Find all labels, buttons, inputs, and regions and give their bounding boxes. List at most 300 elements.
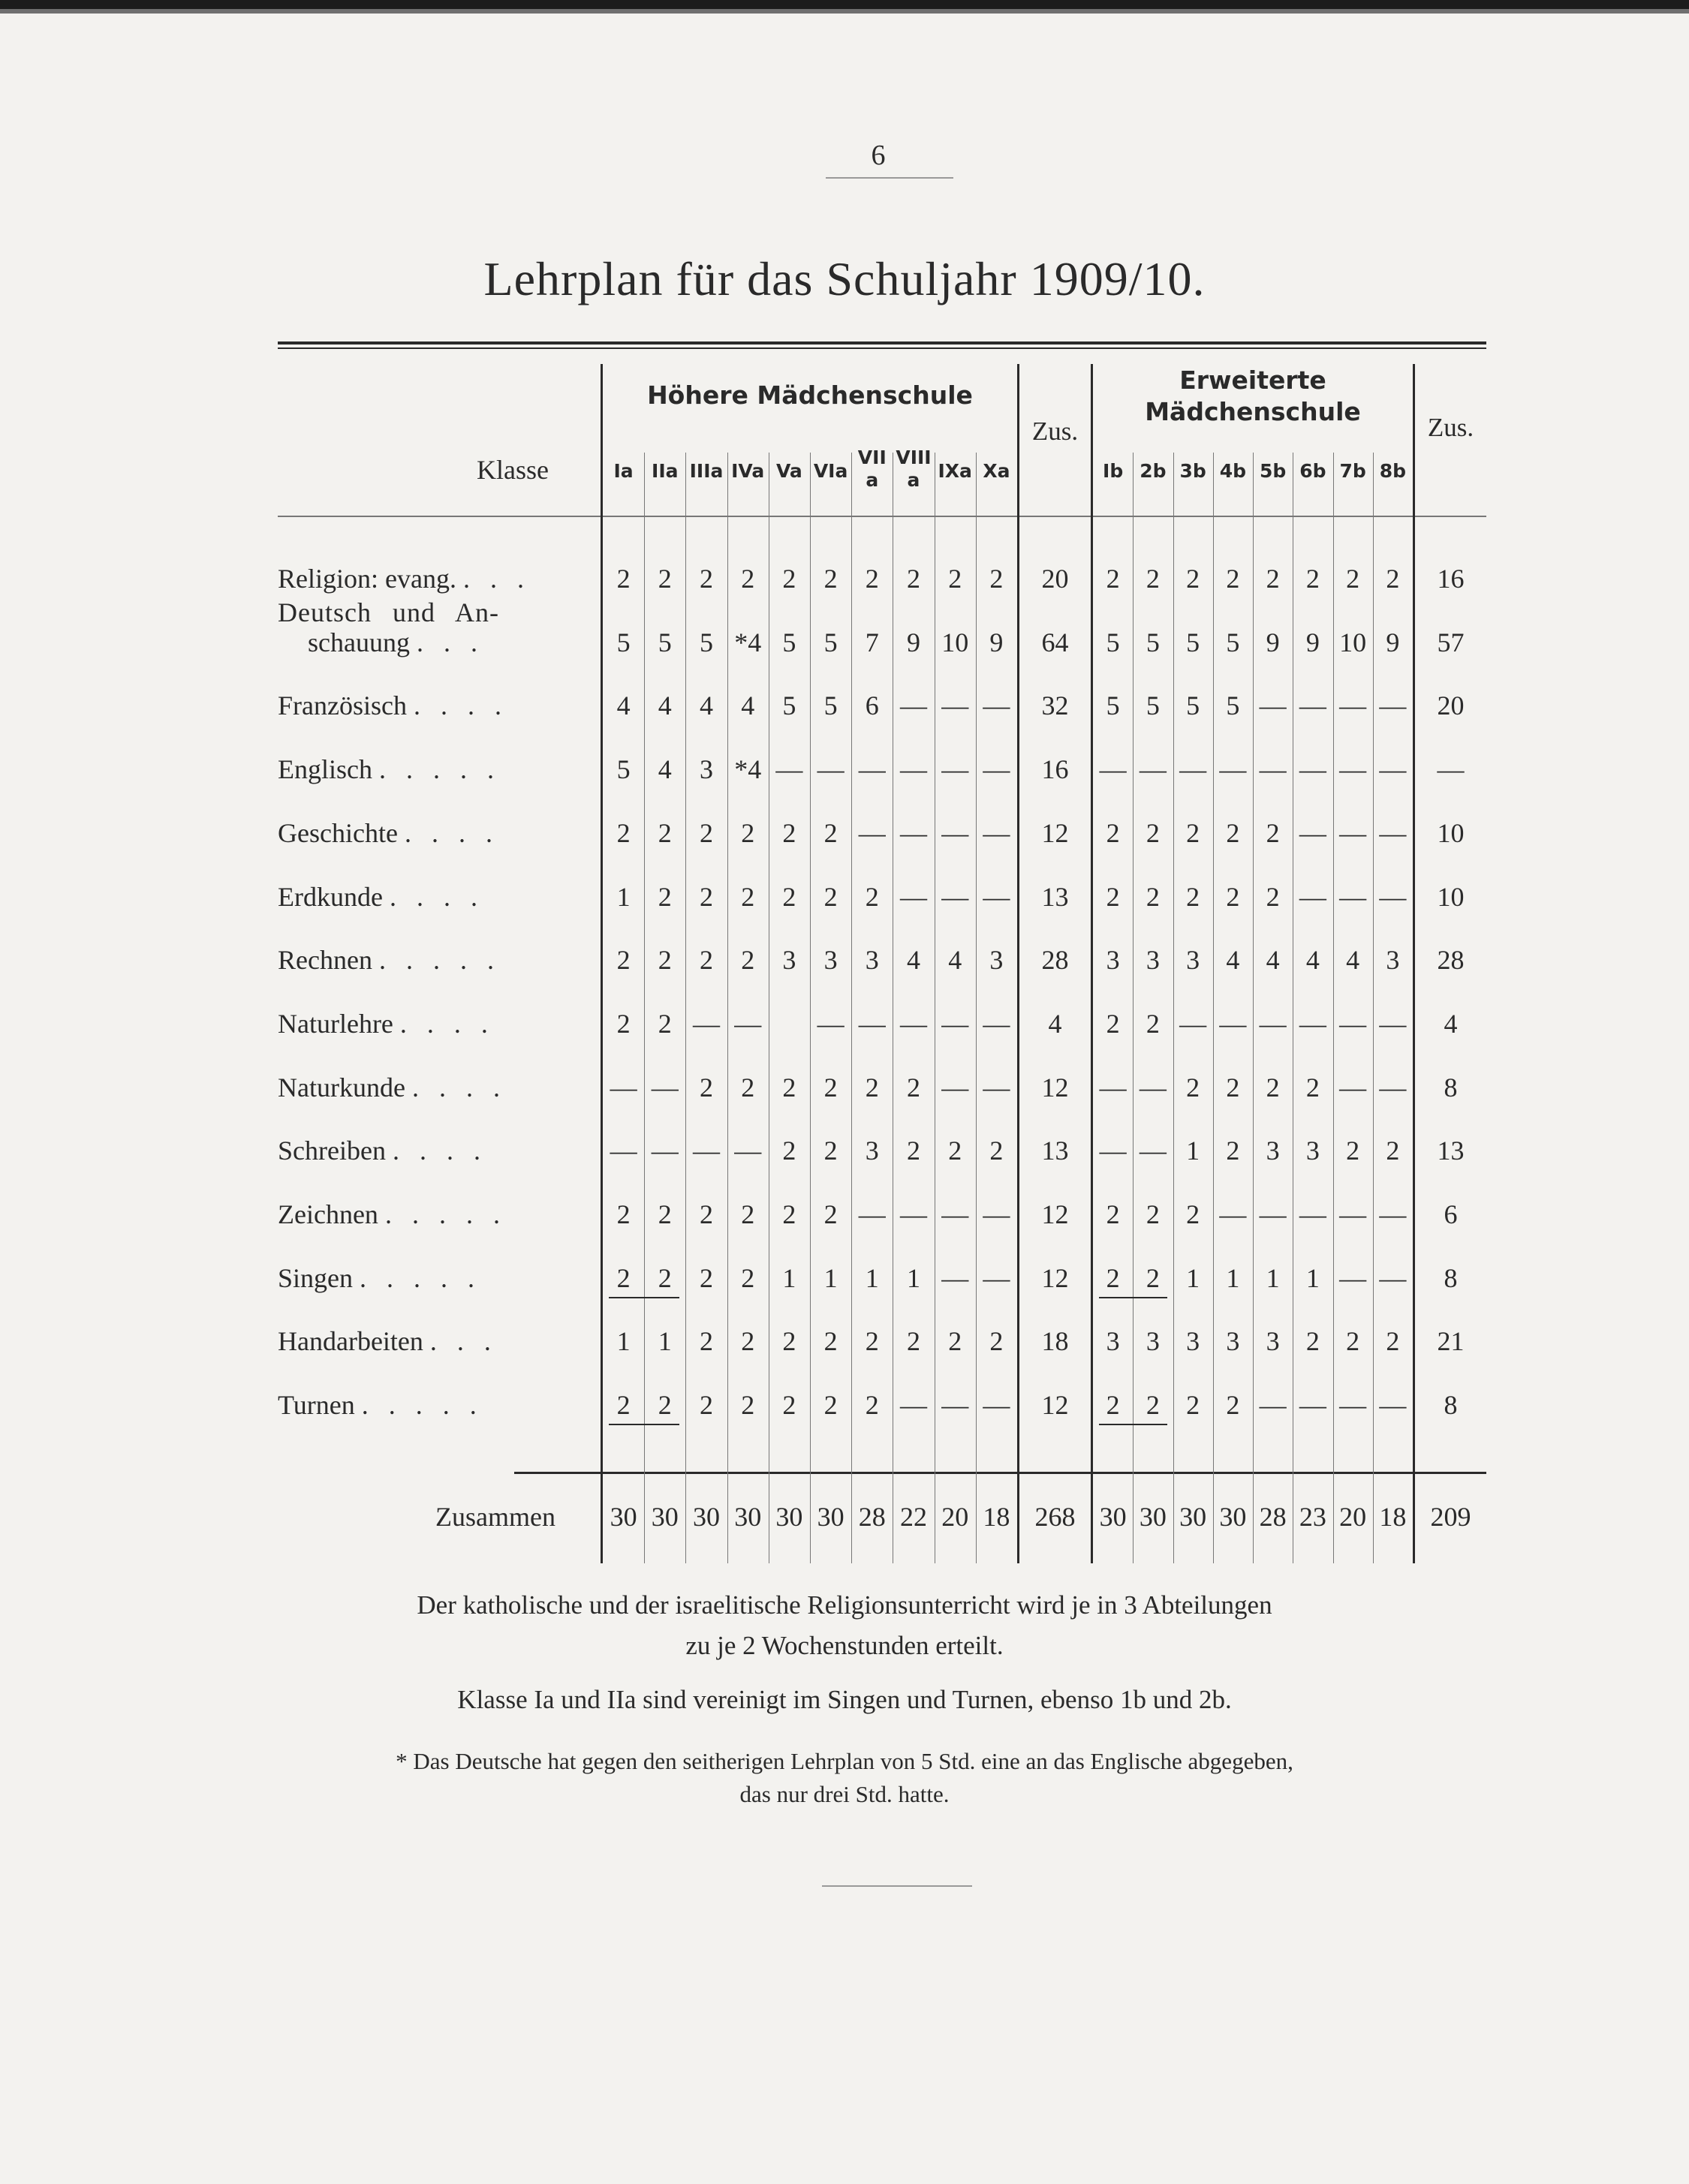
hours-cell: 2 bbox=[616, 817, 631, 848]
footnote-line: das nur drei Std. hatte. bbox=[739, 1781, 950, 1807]
hours-cell: 3 bbox=[699, 754, 713, 785]
column-header: Ia bbox=[613, 460, 634, 482]
hours-cell: 3 bbox=[1186, 945, 1200, 976]
zus-cell: 20 bbox=[1041, 564, 1069, 594]
hours-cell: 2 bbox=[948, 1326, 962, 1357]
hours-cell: 2 bbox=[741, 1390, 755, 1421]
hours-cell: 2 bbox=[699, 1390, 713, 1421]
hours-cell: 2 bbox=[1226, 1390, 1240, 1421]
column-header: Va bbox=[775, 460, 802, 482]
hours-cell: 6 bbox=[865, 690, 879, 721]
hours-cell: — bbox=[941, 881, 969, 912]
totals-cell: 30 bbox=[1219, 1502, 1247, 1532]
totals-zus-cell: 209 bbox=[1430, 1502, 1471, 1532]
totals-cell: 28 bbox=[1259, 1502, 1287, 1532]
hours-cell: 2 bbox=[1226, 564, 1240, 594]
hours-cell: — bbox=[899, 690, 927, 721]
hours-cell: — bbox=[983, 1262, 1010, 1293]
column-header: VIII a bbox=[896, 447, 932, 491]
hours-cell: 2 bbox=[699, 1072, 713, 1103]
hours-cell: — bbox=[899, 881, 927, 912]
hours-cell: 2 bbox=[782, 1072, 796, 1103]
hours-cell: — bbox=[858, 1008, 886, 1039]
hours-cell: 1 bbox=[865, 1262, 879, 1293]
zus-cell: 16 bbox=[1041, 754, 1069, 785]
bottom-rule bbox=[822, 1885, 972, 1887]
hours-cell: — bbox=[1339, 754, 1367, 785]
hours-cell: 4 bbox=[1305, 945, 1320, 976]
hours-cell: 2 bbox=[616, 1008, 631, 1039]
zus-header-1: Zus. bbox=[1031, 417, 1079, 446]
totals-cell: 30 bbox=[1179, 1502, 1207, 1532]
totals-top-rule bbox=[514, 1472, 1486, 1474]
hours-cell: 2 bbox=[1186, 1072, 1200, 1103]
hours-cell: — bbox=[941, 1199, 969, 1229]
hours-cell: 2 bbox=[823, 1072, 838, 1103]
hours-cell: 2 bbox=[658, 817, 672, 848]
hours-cell: — bbox=[983, 690, 1010, 721]
subject-label: Turnen . . . . . bbox=[278, 1390, 483, 1421]
hours-cell: 2 bbox=[1386, 1136, 1400, 1166]
column-header: 3b bbox=[1179, 460, 1206, 482]
hours-cell: — bbox=[941, 1390, 969, 1421]
zus-cell: 12 bbox=[1041, 1072, 1069, 1103]
zus-cell: 6 bbox=[1444, 1199, 1458, 1229]
hours-cell: 2 bbox=[906, 1326, 920, 1357]
note-line: Der katholische und der israelitische Religionsunterricht wird je in 3 Abteilungen bbox=[417, 1590, 1272, 1620]
column-header: 7b bbox=[1339, 460, 1366, 482]
zus-cell: 21 bbox=[1437, 1326, 1465, 1357]
hours-cell: 2 bbox=[616, 1199, 631, 1229]
page-number: 6 bbox=[871, 140, 886, 171]
totals-label: Zusammen bbox=[435, 1502, 555, 1532]
note-line: zu je 2 Wochenstunden erteilt. bbox=[685, 1631, 1004, 1660]
klasse-label: Klasse bbox=[477, 455, 549, 485]
hours-cell: 2 bbox=[699, 1326, 713, 1357]
hours-cell: 2 bbox=[1346, 564, 1360, 594]
column-header: 6b bbox=[1299, 460, 1326, 482]
hours-cell: 2 bbox=[699, 564, 713, 594]
column-header: Ib bbox=[1103, 460, 1124, 482]
page-number-rule bbox=[826, 177, 953, 179]
zus-cell: — bbox=[1437, 754, 1465, 785]
hours-cell: — bbox=[983, 1008, 1010, 1039]
hours-cell: 4 bbox=[741, 690, 755, 721]
hours-cell: 2 bbox=[823, 564, 838, 594]
hours-cell: 5 bbox=[1186, 690, 1200, 721]
subject-label: Rechnen . . . . . bbox=[278, 945, 501, 976]
hours-cell: 2 bbox=[616, 564, 631, 594]
hours-cell: 2 bbox=[658, 1008, 672, 1039]
hours-cell: 2 bbox=[989, 1326, 1004, 1357]
hours-cell: 2 bbox=[1226, 1072, 1240, 1103]
hours-cell: — bbox=[1139, 1136, 1167, 1166]
hours-cell: 5 bbox=[1226, 690, 1240, 721]
zus-cell: 12 bbox=[1041, 1199, 1069, 1229]
combined-class-mark bbox=[1099, 1424, 1167, 1425]
hours-cell: 1 bbox=[1305, 1262, 1320, 1293]
hours-cell: 2 bbox=[741, 1262, 755, 1293]
hours-cell: — bbox=[1379, 1199, 1407, 1229]
scan-top-shadow bbox=[0, 9, 1689, 14]
hours-cell: 2 bbox=[823, 1326, 838, 1357]
hours-cell: 2 bbox=[865, 1326, 879, 1357]
hours-cell: 2 bbox=[658, 1262, 672, 1293]
totals-cell: 30 bbox=[1099, 1502, 1127, 1532]
hours-cell: — bbox=[1179, 754, 1207, 785]
hours-cell: 2 bbox=[906, 1136, 920, 1166]
hours-cell: — bbox=[775, 754, 803, 785]
hours-cell: — bbox=[734, 1008, 762, 1039]
zus-cell: 13 bbox=[1041, 1136, 1069, 1166]
hours-cell: 2 bbox=[1106, 1390, 1120, 1421]
hours-cell: 3 bbox=[1146, 1326, 1160, 1357]
column-header: 5b bbox=[1259, 460, 1287, 482]
hours-cell: — bbox=[983, 1072, 1010, 1103]
hours-cell: 3 bbox=[989, 945, 1004, 976]
hours-cell: 3 bbox=[782, 945, 796, 976]
hours-cell: 2 bbox=[658, 881, 672, 912]
hours-cell: 2 bbox=[782, 564, 796, 594]
hours-cell: — bbox=[1099, 1072, 1127, 1103]
hours-cell: 2 bbox=[1305, 1072, 1320, 1103]
hours-cell: — bbox=[941, 690, 969, 721]
hours-cell: 2 bbox=[948, 1136, 962, 1166]
hours-cell: 2 bbox=[699, 817, 713, 848]
column-header: 2b bbox=[1140, 460, 1167, 482]
hours-cell: — bbox=[1219, 1199, 1247, 1229]
hours-cell: 2 bbox=[699, 1262, 713, 1293]
hours-cell: 2 bbox=[823, 881, 838, 912]
hours-cell: 2 bbox=[1146, 1262, 1160, 1293]
note-line: Klasse Ia und IIa sind vereinigt im Singen und Turnen, ebenso 1b und 2b. bbox=[457, 1685, 1232, 1714]
page-title: Lehrplan für das Schuljahr 1909/10. bbox=[483, 252, 1206, 305]
hours-cell: 2 bbox=[1146, 1390, 1160, 1421]
hours-cell: 3 bbox=[865, 945, 879, 976]
hours-cell: 2 bbox=[989, 1136, 1004, 1166]
subject-label: Erdkunde . . . . bbox=[278, 881, 484, 912]
hours-cell: 2 bbox=[658, 945, 672, 976]
subject-label: Schreiben . . . . bbox=[278, 1136, 487, 1166]
subject-label: Naturkunde . . . . bbox=[278, 1072, 507, 1103]
hours-cell: 3 bbox=[1146, 945, 1160, 976]
totals-cell: 20 bbox=[941, 1502, 969, 1532]
hours-cell: — bbox=[941, 1262, 969, 1293]
hours-cell: 5 bbox=[1106, 690, 1120, 721]
hours-cell: 2 bbox=[1146, 1008, 1160, 1039]
hours-cell: 2 bbox=[865, 881, 879, 912]
hours-cell: 2 bbox=[658, 564, 672, 594]
hours-cell: 2 bbox=[658, 1199, 672, 1229]
hours-cell: 2 bbox=[782, 817, 796, 848]
subject-label: Handarbeiten . . . bbox=[278, 1326, 498, 1357]
hours-cell: 5 bbox=[1186, 627, 1200, 657]
footnote-line: * Das Deutsche hat gegen den seitherigen Lehrplan von 5 Std. eine an das Englische abgegeben, bbox=[396, 1748, 1293, 1774]
hours-cell: — bbox=[1379, 881, 1407, 912]
hours-cell: 2 bbox=[1226, 1136, 1240, 1166]
hours-cell: 2 bbox=[741, 1072, 755, 1103]
hours-cell: 2 bbox=[1186, 1390, 1200, 1421]
subject-label: schauung . . . bbox=[308, 627, 484, 657]
zus-cell: 4 bbox=[1444, 1008, 1458, 1039]
column-header: IXa bbox=[938, 460, 972, 482]
hours-cell: 3 bbox=[1386, 945, 1400, 976]
subject-label: Englisch . . . . . bbox=[278, 754, 501, 785]
hours-cell: 2 bbox=[1106, 564, 1120, 594]
zus-cell: 12 bbox=[1041, 1262, 1069, 1293]
hours-cell: 1 bbox=[906, 1262, 920, 1293]
hours-cell: 1 bbox=[1226, 1262, 1240, 1293]
column-header: IIIa bbox=[689, 460, 724, 482]
hours-cell: 2 bbox=[782, 1390, 796, 1421]
hours-cell: — bbox=[983, 817, 1010, 848]
hours-cell: 2 bbox=[865, 1072, 879, 1103]
hours-cell: — bbox=[941, 1008, 969, 1039]
hours-cell: — bbox=[1379, 690, 1407, 721]
hours-cell: — bbox=[1259, 1199, 1287, 1229]
totals-cell: 28 bbox=[858, 1502, 886, 1532]
combined-class-mark bbox=[609, 1424, 679, 1425]
hours-cell: 2 bbox=[906, 564, 920, 594]
hours-cell: — bbox=[1339, 690, 1367, 721]
zus-cell: 8 bbox=[1444, 1072, 1458, 1103]
hours-cell: — bbox=[899, 1390, 927, 1421]
curriculum-table bbox=[278, 341, 1486, 1565]
hours-cell: 1 bbox=[1186, 1262, 1200, 1293]
hours-cell: 2 bbox=[741, 564, 755, 594]
column-header: IIa bbox=[652, 460, 679, 482]
hours-cell: 2 bbox=[1305, 1326, 1320, 1357]
hours-cell: 2 bbox=[741, 945, 755, 976]
hours-cell: — bbox=[941, 1072, 969, 1103]
subject-label: Religion: evang. . . . bbox=[278, 564, 531, 594]
hours-cell: 2 bbox=[782, 1326, 796, 1357]
hours-cell: — bbox=[817, 754, 844, 785]
hours-cell: 2 bbox=[823, 1136, 838, 1166]
hours-cell: 2 bbox=[1146, 564, 1160, 594]
hours-cell: — bbox=[1379, 1390, 1407, 1421]
hours-cell: 3 bbox=[1106, 1326, 1120, 1357]
hours-cell: 2 bbox=[1186, 817, 1200, 848]
hours-cell: 3 bbox=[1106, 945, 1120, 976]
hours-cell: — bbox=[651, 1072, 679, 1103]
hours-cell: 4 bbox=[906, 945, 920, 976]
hours-cell: 2 bbox=[1346, 1136, 1360, 1166]
hours-cell: 2 bbox=[1146, 1199, 1160, 1229]
subject-label: Singen . . . . . bbox=[278, 1262, 482, 1293]
hours-cell: — bbox=[1139, 1072, 1167, 1103]
combined-class-mark bbox=[609, 1297, 679, 1298]
hours-cell: 4 bbox=[948, 945, 962, 976]
hours-cell: 2 bbox=[616, 1262, 631, 1293]
hours-cell: 5 bbox=[1146, 627, 1160, 657]
zus-cell: 12 bbox=[1041, 1390, 1069, 1421]
totals-cell: 20 bbox=[1339, 1502, 1367, 1532]
hours-cell: — bbox=[1259, 690, 1287, 721]
hours-cell: 2 bbox=[1146, 881, 1160, 912]
hours-cell: — bbox=[983, 754, 1010, 785]
zus-cell: 28 bbox=[1041, 945, 1069, 976]
column-header: Xa bbox=[983, 460, 1010, 482]
hours-cell: 5 bbox=[1146, 690, 1160, 721]
hours-cell: 2 bbox=[1186, 881, 1200, 912]
hours-cell: 2 bbox=[1106, 1262, 1120, 1293]
hours-cell: 2 bbox=[782, 1199, 796, 1229]
zus-cell: 13 bbox=[1437, 1136, 1465, 1166]
subject-label: Geschichte . . . . bbox=[278, 817, 499, 848]
notes bbox=[0, 1585, 1689, 1720]
hours-cell: *4 bbox=[734, 754, 762, 785]
hours-cell: 4 bbox=[699, 690, 713, 721]
hours-cell: 9 bbox=[1266, 627, 1280, 657]
hours-cell: 2 bbox=[699, 945, 713, 976]
combined-class-mark bbox=[1099, 1297, 1167, 1298]
hours-cell: — bbox=[692, 1136, 720, 1166]
hours-cell: 4 bbox=[616, 690, 631, 721]
hours-cell: 2 bbox=[865, 1390, 879, 1421]
hours-cell: — bbox=[1179, 1008, 1207, 1039]
totals-cell: 22 bbox=[899, 1502, 927, 1532]
hours-cell: 2 bbox=[699, 881, 713, 912]
hours-cell: 1 bbox=[616, 881, 631, 912]
zus-cell: 20 bbox=[1437, 690, 1465, 721]
hours-cell: — bbox=[1259, 1008, 1287, 1039]
hours-cell: 9 bbox=[906, 627, 920, 657]
hours-cell: 2 bbox=[1226, 881, 1240, 912]
hours-cell: — bbox=[1139, 754, 1167, 785]
hours-cell: 2 bbox=[1346, 1326, 1360, 1357]
hours-cell: 3 bbox=[1305, 1136, 1320, 1166]
column-header: 4b bbox=[1219, 460, 1247, 482]
totals-cell: 18 bbox=[983, 1502, 1010, 1532]
hours-cell: 9 bbox=[989, 627, 1004, 657]
hours-cell: — bbox=[817, 1008, 844, 1039]
group-header-erweiterte-1: Erweiterte bbox=[1179, 366, 1326, 395]
hours-cell: — bbox=[1219, 1008, 1247, 1039]
hours-cell: 2 bbox=[616, 1390, 631, 1421]
hours-cell: — bbox=[1299, 1199, 1326, 1229]
totals-cell: 23 bbox=[1299, 1502, 1326, 1532]
hours-cell: 10 bbox=[941, 627, 969, 657]
zus-cell: 13 bbox=[1041, 881, 1069, 912]
hours-cell: 3 bbox=[1186, 1326, 1200, 1357]
hours-cell: 2 bbox=[1146, 817, 1160, 848]
hours-cell: — bbox=[858, 817, 886, 848]
hours-cell: — bbox=[858, 754, 886, 785]
hours-cell: — bbox=[1339, 1199, 1367, 1229]
zus-cell: 18 bbox=[1041, 1326, 1069, 1357]
hours-cell: — bbox=[692, 1008, 720, 1039]
hours-cell: 2 bbox=[1266, 817, 1280, 848]
hours-cell: 7 bbox=[865, 627, 879, 657]
hours-cell: — bbox=[1339, 1390, 1367, 1421]
hours-cell: 5 bbox=[616, 627, 631, 657]
hours-cell: 4 bbox=[1346, 945, 1360, 976]
totals-cell: 30 bbox=[1139, 1502, 1167, 1532]
totals-cell: 30 bbox=[817, 1502, 844, 1532]
hours-cell: — bbox=[1219, 754, 1247, 785]
zus-cell: 10 bbox=[1437, 817, 1465, 848]
column-header: IVa bbox=[731, 460, 765, 482]
hours-cell: — bbox=[1379, 817, 1407, 848]
hours-cell: 3 bbox=[823, 945, 838, 976]
hours-cell: 2 bbox=[1266, 1072, 1280, 1103]
subject-label: Französisch . . . . bbox=[278, 690, 508, 721]
zus-cell: 16 bbox=[1437, 564, 1465, 594]
hours-cell: — bbox=[899, 754, 927, 785]
hours-cell: — bbox=[1099, 1136, 1127, 1166]
hours-cell: — bbox=[610, 1072, 637, 1103]
hours-cell: — bbox=[610, 1136, 637, 1166]
zus-cell: 12 bbox=[1041, 817, 1069, 848]
column-header: VII a bbox=[857, 447, 887, 491]
hours-cell: 5 bbox=[658, 627, 672, 657]
totals-cell: 30 bbox=[775, 1502, 803, 1532]
subject-label: Naturlehre . . . . bbox=[278, 1008, 495, 1039]
hours-cell: — bbox=[1379, 1008, 1407, 1039]
hours-cell: 2 bbox=[741, 881, 755, 912]
header-bottom-rule bbox=[278, 516, 1486, 517]
hours-cell: 3 bbox=[865, 1136, 879, 1166]
hours-cell: 2 bbox=[782, 1136, 796, 1166]
group-header-hoehere: Höhere Mädchenschule bbox=[647, 381, 973, 410]
zus-cell: 64 bbox=[1041, 627, 1069, 657]
hours-cell: 2 bbox=[865, 564, 879, 594]
hours-cell: — bbox=[983, 1199, 1010, 1229]
hours-cell: 1 bbox=[782, 1262, 796, 1293]
hours-cell: — bbox=[1299, 1390, 1326, 1421]
hours-cell: — bbox=[1099, 754, 1127, 785]
hours-cell: 4 bbox=[1226, 945, 1240, 976]
totals-cell: 30 bbox=[651, 1502, 679, 1532]
totals-cell: 30 bbox=[692, 1502, 720, 1532]
hours-cell: 2 bbox=[1266, 564, 1280, 594]
hours-cell: 2 bbox=[823, 1199, 838, 1229]
zus-cell: 32 bbox=[1041, 690, 1069, 721]
hours-cell: — bbox=[1339, 1072, 1367, 1103]
hours-cell: — bbox=[1259, 754, 1287, 785]
hours-cell: 4 bbox=[1266, 945, 1280, 976]
column-header: 8b bbox=[1379, 460, 1407, 482]
hours-cell: — bbox=[1339, 817, 1367, 848]
totals-zus-cell: 268 bbox=[1034, 1502, 1076, 1532]
hours-cell: — bbox=[1299, 754, 1326, 785]
hours-cell: — bbox=[1339, 881, 1367, 912]
hours-cell: — bbox=[1339, 1008, 1367, 1039]
hours-cell: — bbox=[1259, 1390, 1287, 1421]
hours-cell: — bbox=[1299, 690, 1326, 721]
zus-cell: 8 bbox=[1444, 1262, 1458, 1293]
hours-cell: 5 bbox=[782, 690, 796, 721]
hours-cell: — bbox=[1299, 881, 1326, 912]
hours-cell: 2 bbox=[741, 1199, 755, 1229]
hours-cell: — bbox=[941, 817, 969, 848]
hours-cell: 1 bbox=[1186, 1136, 1200, 1166]
subject-label: Zeichnen . . . . . bbox=[278, 1199, 507, 1229]
hours-cell: — bbox=[899, 1008, 927, 1039]
hours-cell: 10 bbox=[1339, 627, 1367, 657]
hours-cell: — bbox=[651, 1136, 679, 1166]
hours-cell: 2 bbox=[989, 564, 1004, 594]
totals-cell: 30 bbox=[610, 1502, 637, 1532]
zus-header-2: Zus. bbox=[1427, 413, 1474, 442]
hours-cell: — bbox=[1379, 1262, 1407, 1293]
hours-cell: 5 bbox=[1226, 627, 1240, 657]
hours-cell: 2 bbox=[1386, 1326, 1400, 1357]
hours-cell: — bbox=[983, 1390, 1010, 1421]
subject-label: Deutsch und An- bbox=[278, 597, 499, 627]
hours-cell: — bbox=[1379, 1072, 1407, 1103]
